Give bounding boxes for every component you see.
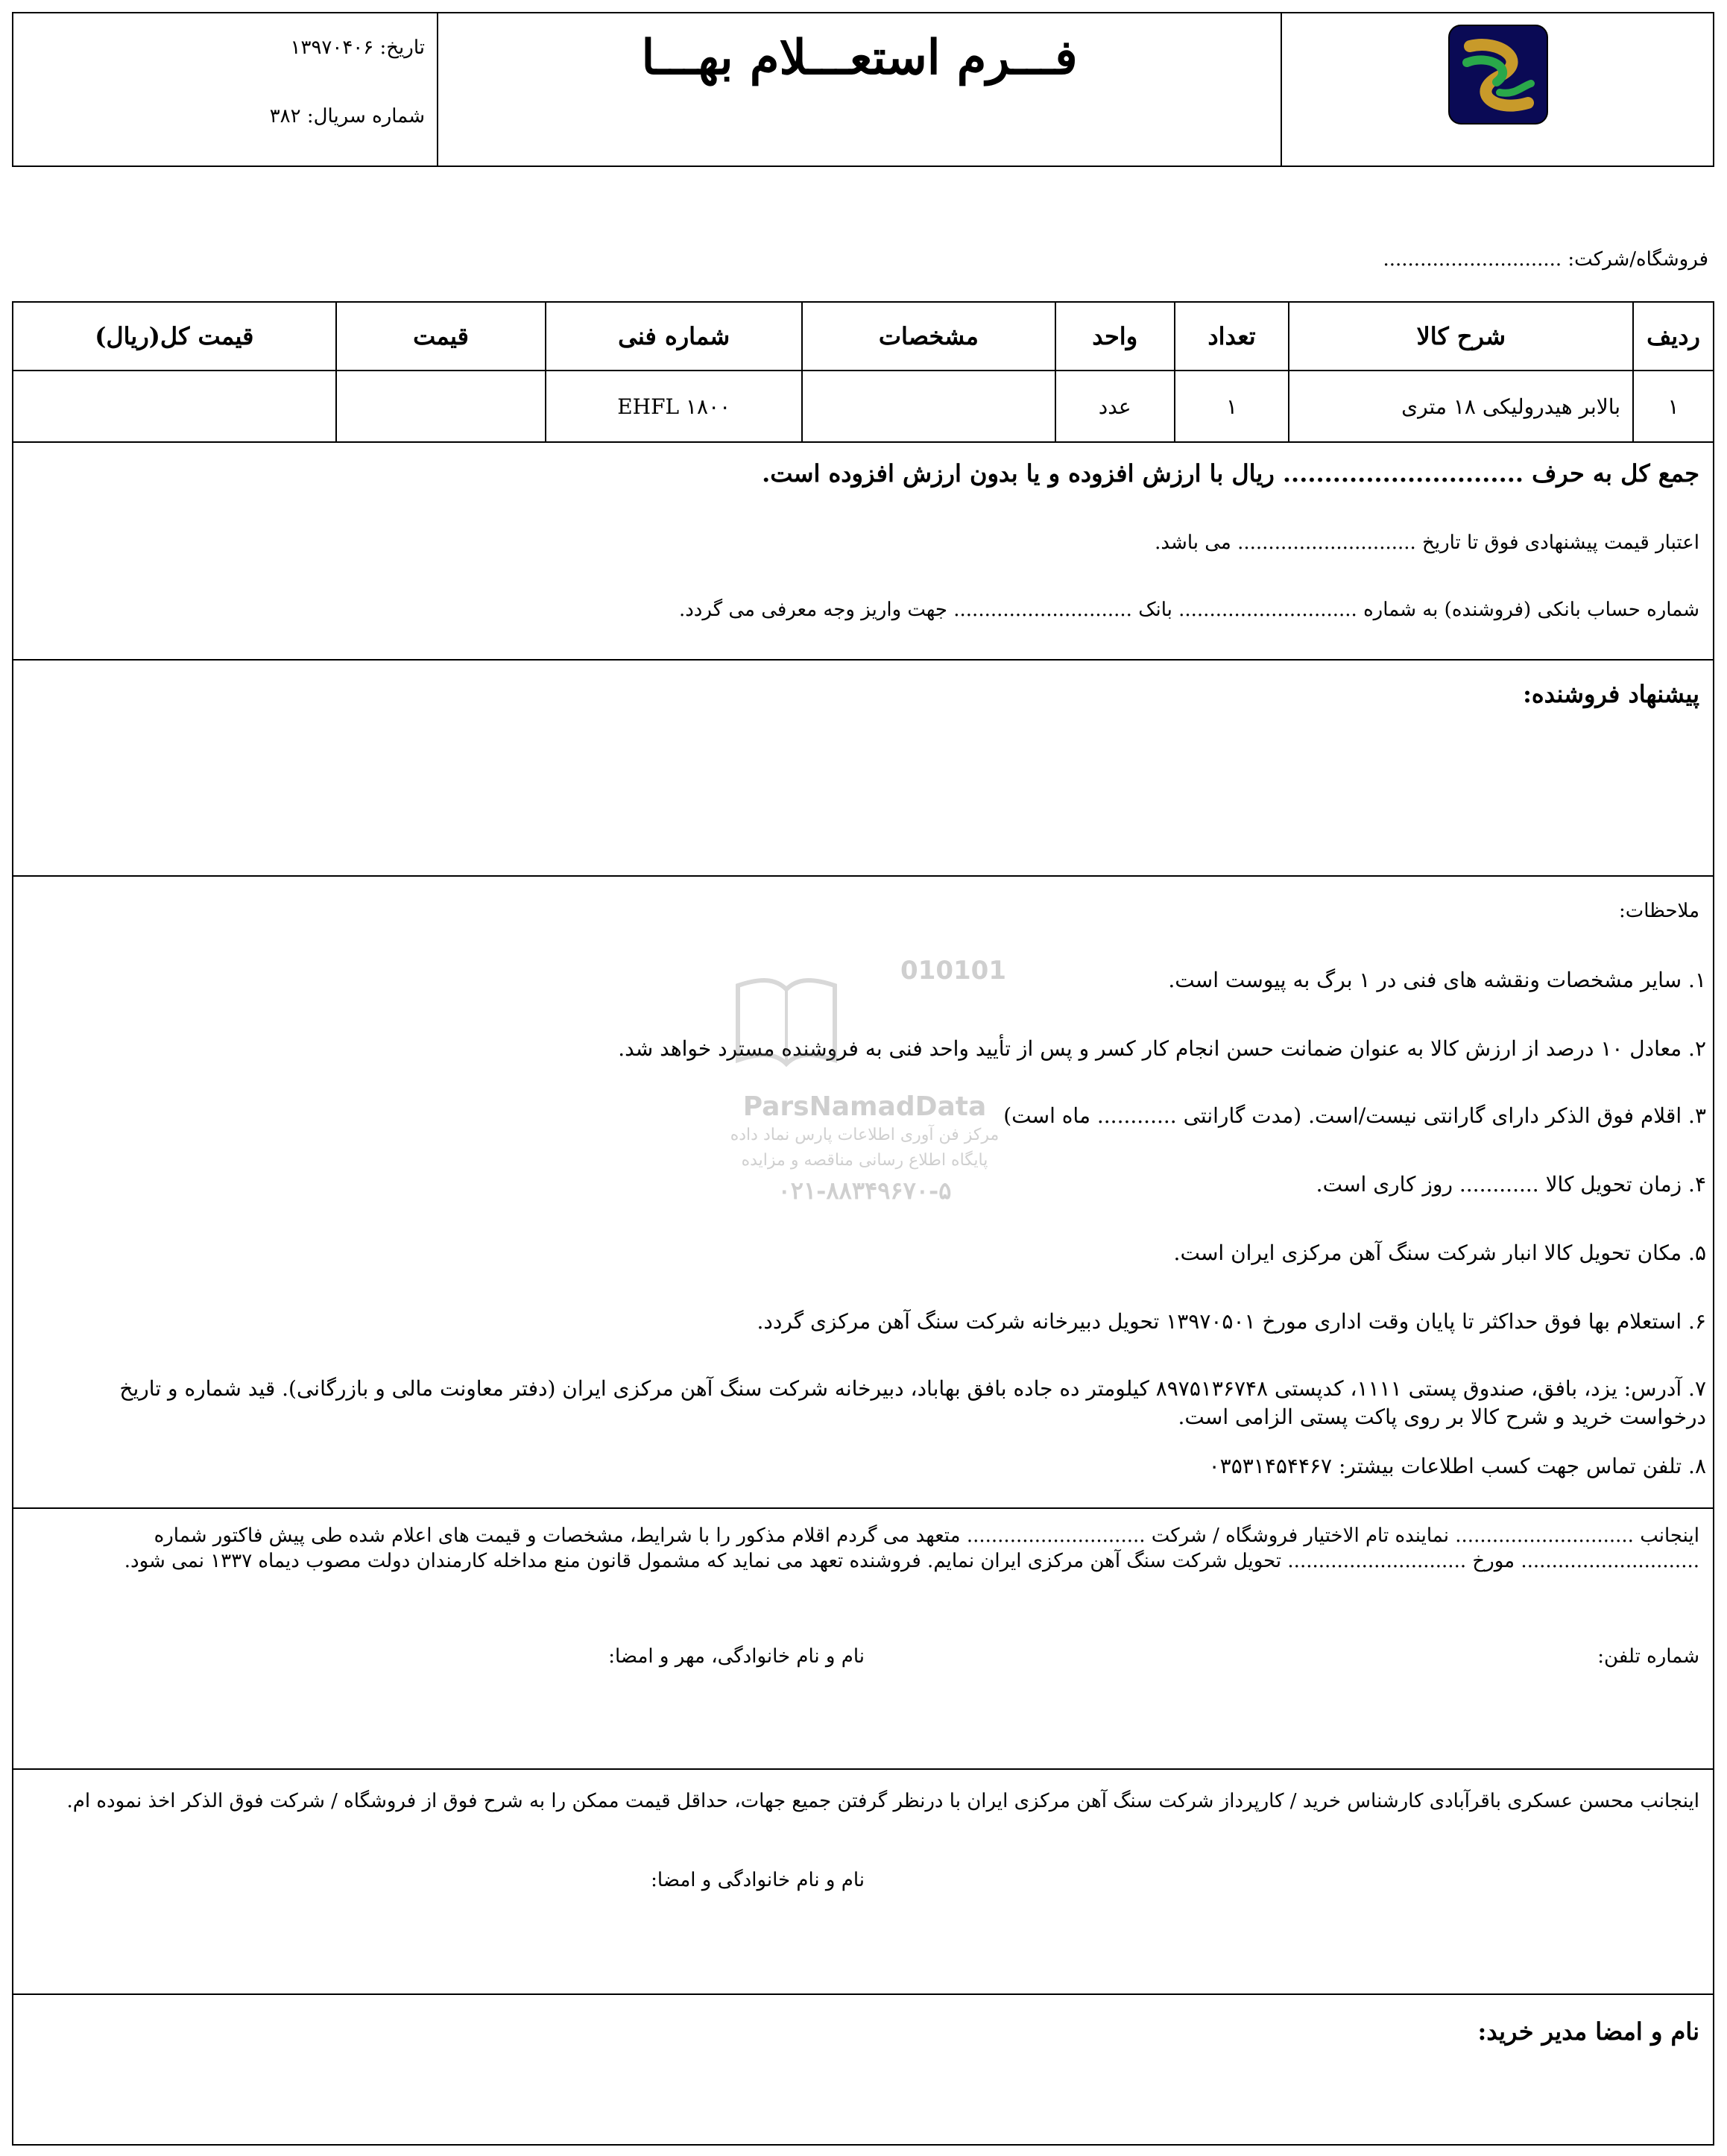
watermark-book-icon — [730, 963, 842, 1075]
note-item-7: ۷. آدرس: یزد، بافق، صندوق پستی ۱۱۱۱، کدپستی ۸۹۷۵۱۳۶۷۴۸ کیلومتر ده جاده بافق بهاباد، دبیرخانه شرکت سنگ آهن مرکزی ایران (دفتر معاونت مالی و بازرگانی). قید شماره و تاریخ درخواست خرید و شرح کالا بر روی پاکت پستی الزامی است. — [119, 1376, 1706, 1429]
cell-technical-number: EHFL ۱۸۰۰ — [546, 371, 802, 442]
items-table — [12, 301, 1714, 443]
header-technical-number: شماره فنی — [546, 302, 802, 371]
page-title: فـــرم استعـــلام بهـــا — [641, 30, 1078, 86]
note-item-8: ۸. تلفن تماس جهت کسب اطلاعات بیشتر: ۰۳۵۳۱۴۵۴۴۶۷ — [1208, 1454, 1706, 1478]
header-divider-right — [1281, 12, 1282, 167]
watermark-phone: ۰۲۱-۸۸۳۴۹۶۷۰-۵ — [777, 1176, 952, 1205]
total-in-words-line: جمع کل به حرف ............................. ریال با ارزش افزوده و یا بدون ارزش افزوده است. — [762, 459, 1699, 488]
price-validity-line: اعتبار قیمت پیشنهادی فوق تا تاریخ ............................. می باشد. — [1155, 532, 1699, 554]
manager-box — [12, 1993, 1714, 2146]
notes-title: ملاحظات: — [1619, 900, 1699, 922]
watermark-brand: ParsNamadData — [742, 1091, 987, 1122]
watermark — [716, 948, 1014, 1217]
note-item-6: ۶. استعلام بها فوق حداکثر تا پایان وقت اداری مورخ ۱۳۹۷۰۵۰۱ تحویل دبیرخانه شرکت سنگ آهن مرکزی گردد. — [757, 1309, 1706, 1334]
cell-unit: عدد — [1055, 371, 1175, 442]
manager-sign-title: نام و امضا مدیر خرید: — [1477, 2017, 1699, 2046]
bank-account-line: شماره حساب بانکی (فروشنده) به شماره ............................. بانک ............................. جهت واریز وجه معرفی می گردد. — [678, 599, 1699, 621]
note-item-1: ۱. سایر مشخصات ونقشه های فنی در ۱ برگ به پیوست است. — [1168, 968, 1706, 992]
serial-label: شماره سریال: ۳۸۲ — [269, 105, 425, 127]
cell-specifications — [802, 371, 1055, 442]
items-table-wrapper — [12, 301, 1714, 443]
seller-offer-title: پیشنهاد فروشنده: — [1523, 680, 1699, 708]
cell-quantity: ۱ — [1175, 371, 1289, 442]
store-company-line: فروشگاه/شرکت: ............................. — [1383, 248, 1708, 271]
declaration-phone-label: شماره تلفن: — [1597, 1645, 1699, 1668]
declaration-sign-label: نام و نام خانوادگی، مهر و امضا: — [608, 1645, 865, 1668]
buyer-text: اینجانب محسن عسکری باقرآبادی کارشناس خرید / کارپرداز شرکت سنگ آهن مرکزی ایران با درنظر گرفتن جمیع جهات، حداقل قیمت ممکن را به شرح فوق از فروشگاه / شرکت فوق الذکر اخذ نموده ام. — [66, 1790, 1699, 1812]
header-total-price: قیمت کل(ریال) — [13, 302, 336, 371]
cell-row-number: ۱ — [1633, 371, 1714, 442]
header-quantity: تعداد — [1175, 302, 1289, 371]
company-logo-icon — [1447, 24, 1549, 125]
declaration-text: اینجانب ............................. نماینده تام الاختیار فروشگاه / شرکت ............................. متعهد می گردم اقلام مذکور را با شرایط، مشخصات و قیمت های اعلام شده طی پیش فاکتور شماره ............................. مورخ ............................. تحویل شرکت سنگ آهن مرکزی ایران نمایم. فروشنده تعهد می نماید که مشمول قانون منع مداخله کارمندان دولت مصوب دیماه ۱۳۳۷ نمی شود. — [124, 1525, 1699, 1572]
header-item-description: شرح کالا — [1289, 302, 1633, 371]
note-item-3: ۳. اقلام فوق الذکر دارای گارانتی نیست/است. (مدت گارانتی ............ ماه است) — [1003, 1103, 1706, 1128]
cell-total-price — [13, 371, 336, 442]
watermark-line2: پایگاه اطلاع رسانی مناقصه و مزایده — [741, 1151, 988, 1170]
watermark-line1: مرکز فن آوری اطلاعات پارس نماد داده — [730, 1126, 1000, 1144]
header-row-number: ردیف — [1633, 302, 1714, 371]
note-item-2: ۲. معادل ۱۰ درصد از ارزش کالا به عنوان ضمانت حسن انجام کار کسر و پس از تأیید واحد فنی به فروشنده مسترد خواهد شد. — [618, 1036, 1706, 1061]
date-label: تاریخ: ۱۳۹۷۰۴۰۶ — [290, 37, 425, 59]
header-price: قیمت — [336, 302, 546, 371]
cell-price — [336, 371, 546, 442]
watermark-digits: 010101 — [900, 956, 1006, 986]
header-specifications: مشخصات — [802, 302, 1055, 371]
header-unit: واحد — [1055, 302, 1175, 371]
cell-item-description: بالابر هیدرولیکی ۱۸ متری — [1289, 371, 1633, 442]
note-item-5: ۵. مکان تحویل کالا انبار شرکت سنگ آهن مرکزی ایران است. — [1173, 1241, 1706, 1265]
buyer-sign-label: نام و نام خانوادگی و امضا: — [651, 1869, 865, 1891]
table-row — [13, 371, 1714, 442]
note-item-4: ۴. زمان تحویل کالا ............ روز کاری است. — [1316, 1172, 1706, 1197]
